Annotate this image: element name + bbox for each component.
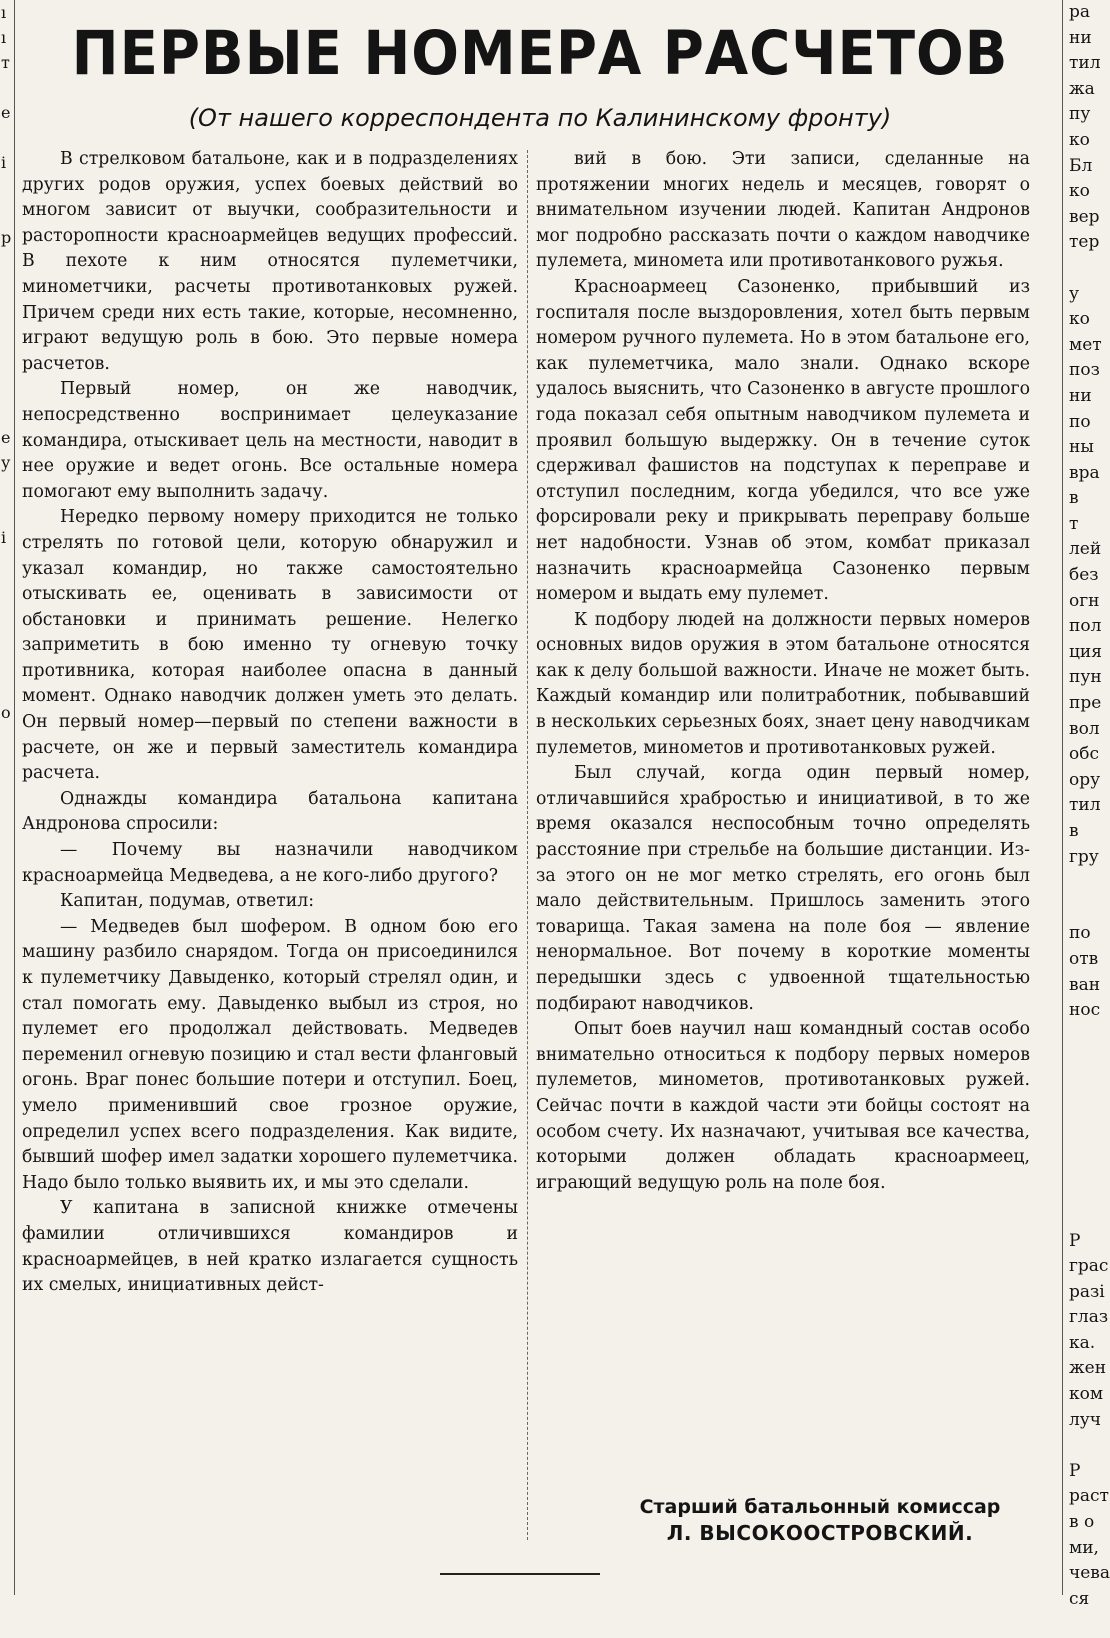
margin-fragment: по xyxy=(1069,923,1091,944)
margin-fragment xyxy=(0,500,14,525)
margin-fragment xyxy=(0,1300,14,1325)
author-rank: Старший батальонный комиссар xyxy=(639,1496,1001,1518)
margin-fragment xyxy=(0,900,14,925)
margin-fragment: вол xyxy=(1069,718,1100,739)
margin-fragment xyxy=(1063,870,1102,896)
paragraph: — Почему вы назначили наводчиком красноармейца Медведева, а не кого-либо другого? xyxy=(22,840,518,886)
article-headline: ПЕРВЫЕ НОМЕРА РАСЧЕТОВ xyxy=(71,18,1009,89)
margin-fragment: ко xyxy=(1069,309,1090,330)
margin-fragment xyxy=(0,275,14,300)
margin-fragment: луч xyxy=(1069,1409,1102,1430)
column-divider xyxy=(527,150,528,1540)
margin-fragment: тил xyxy=(1069,53,1101,74)
margin-fragment: лей xyxy=(1069,539,1102,560)
margin-fragment xyxy=(0,375,14,400)
article-column-2 xyxy=(536,147,1030,1196)
margin-fragment xyxy=(0,1225,14,1250)
margin-fragment xyxy=(0,825,14,850)
paragraph: Первый номер, он же наводчик, непосредственно воспринимает целеуказание командира, отыскивает цель на местности, наводит в нее оружие и ведет огонь. Все остальные номера помогают ему выполнить задачу. xyxy=(22,379,518,502)
margin-fragment: т xyxy=(1,53,10,72)
margin-fragment xyxy=(0,725,14,750)
margin-fragment xyxy=(0,1350,14,1375)
paragraph: В стрелковом батальоне, как и в подразделениях других родов оружия, успех боевых действий во многом зависит от выучки, сообразительности и расторопности красноармейцев ведущих профессий. В пехоте к ним относятся пулеметчики, минометчики, расчеты противотанковых ружей. Причем среди них есть такие, которые, несомненно, играют ведущую роль в бою. Это первые номера расчетов. xyxy=(22,149,518,374)
paragraph: Нередко первому номеру приходится не только стрелять по готовой цели, которую обнаружил и указал командир, но также самостоятельно отыскивать ее, оценивать в зависимости от обстановки и принимать решение. Нелегко заприметить в бою именно ту огневую точку противника, которая наиболее опасна в данный момент. Однако наводчик должен уметь это делать. Он первый номер—первый по степени важности в расчете, он же и первый заместитель командира расчета. xyxy=(22,507,518,784)
margin-fragment: пу xyxy=(1069,104,1091,125)
margin-fragment xyxy=(0,925,14,950)
margin-fragment xyxy=(0,1050,14,1075)
margin-fragment: е xyxy=(1,428,11,447)
margin-fragment xyxy=(1063,1075,1102,1101)
margin-fragment xyxy=(0,1200,14,1225)
margin-fragment xyxy=(0,1325,14,1350)
left-adjacent-column-strip xyxy=(0,0,15,1595)
margin-fragment: ция xyxy=(1069,641,1102,662)
margin-fragment: у xyxy=(1069,283,1080,304)
margin-fragment xyxy=(1063,1152,1102,1178)
margin-fragment xyxy=(0,325,14,350)
paragraph: К подбору людей на должности первых номеров основных видов оружия в этом батальоне относятся как к делу большой важности. Иначе не может быть. Каждый командир или политработник, побывавший в нескольких серьезных боях, знает цену наводчикам пулеметов, минометов и противотанковых ружей. xyxy=(536,609,1030,758)
margin-fragment: ны xyxy=(1069,437,1094,458)
paragraph: вий в бою. Эти записи, сделанные на протяжении многих недель и месяцев, говорят о внимательном изучении людей. Капитан Андронов мог подробно рассказать почти о каждом наводчике пулемета, миномета или противотанкового ружья. xyxy=(536,149,1030,272)
margin-fragment: у xyxy=(1,453,11,472)
margin-fragment xyxy=(0,875,14,900)
margin-fragment: по xyxy=(1069,411,1091,432)
margin-fragment xyxy=(0,575,14,600)
margin-fragment: ван xyxy=(1069,974,1101,995)
margin-fragment xyxy=(1063,1433,1102,1459)
margin-fragment xyxy=(0,1425,14,1450)
margin-fragment: Бл xyxy=(1069,155,1093,176)
margin-fragment: о xyxy=(1,703,11,722)
margin-fragment: в xyxy=(1069,488,1079,509)
margin-fragment: ни xyxy=(1069,385,1092,406)
margin-fragment: без xyxy=(1069,565,1099,586)
margin-fragment xyxy=(0,475,14,500)
margin-fragment: огн xyxy=(1069,590,1100,611)
paragraph: Однажды командира батальона капитана Андронова спросили: xyxy=(22,788,518,835)
margin-fragment: вер xyxy=(1069,206,1100,227)
margin-fragment: тил xyxy=(1069,795,1101,816)
paragraph: Красноармеец Сазоненко, прибывший из госпиталя после выздоровления, хотел быть первым номером ручного пулемета. Но в этом батальоне его, как пулеметчика, мало знали. Однако вскоре удалось выяснить, что Сазоненко в августе прошлого года показал себя опытным наводчиком пулемета и проявил большую выдержку. Он в течение суток сдерживал фашистов на подступах к переправе и отступил последним, когда убедился, что все уже форсировали реку и прикрывать переправу больше нет надобности. Узнав об этом, комбат приказал назначить красноармейца Сазоненко первым номером и выдать ему пулемет. xyxy=(536,276,1030,605)
margin-fragment xyxy=(0,1100,14,1125)
margin-fragment: нос xyxy=(1069,1000,1101,1021)
margin-fragment: і xyxy=(1,528,7,547)
margin-fragment: ся xyxy=(1069,1588,1090,1609)
margin-fragment: р xyxy=(1,228,12,247)
margin-fragment: ору xyxy=(1069,769,1101,790)
margin-fragment xyxy=(0,1075,14,1100)
margin-fragment xyxy=(0,675,14,700)
margin-fragment: мет xyxy=(1069,334,1102,355)
margin-fragment xyxy=(1063,896,1102,922)
margin-fragment xyxy=(0,1400,14,1425)
margin-fragment xyxy=(1063,1177,1102,1203)
margin-fragment xyxy=(0,775,14,800)
margin-fragment xyxy=(1063,256,1102,282)
margin-fragment xyxy=(0,975,14,1000)
paragraph: — Медведев был шофером. В одном бою его машину разбило снарядом. Тогда он присоединился к пулеметчику Давыденко, который стрелял один, и стал помогать ему. Давыденко выбыл из строя, но пулемет его продолжал действовать. Медведев переменил огневую позицию и стал вести фланговый огонь. Враг понес большие потери и отступил. Боец, умело применивший свое грозное оружие, определил успех всего подразделения. Как видите, бывший шофер имел задатки хорошего пулеметчика. Надо было только выявить их, и мы это сделали. xyxy=(22,916,518,1193)
margin-fragment: обс xyxy=(1069,744,1099,765)
margin-fragment: ка. xyxy=(1069,1332,1096,1353)
margin-fragment: жа xyxy=(1069,78,1095,99)
margin-fragment xyxy=(0,950,14,975)
margin-fragment xyxy=(0,75,14,100)
margin-fragment: грас xyxy=(1069,1256,1109,1277)
margin-fragment: ком xyxy=(1069,1384,1104,1405)
margin-fragment xyxy=(1063,1203,1102,1229)
margin-fragment xyxy=(0,1250,14,1275)
article-subheadline: (От нашего корреспондента по Калининскому фронту) xyxy=(188,104,892,132)
margin-fragment: е xyxy=(1,103,11,122)
margin-fragment: Р xyxy=(1069,1230,1081,1251)
paragraph: Капитан, подумав, ответил: xyxy=(60,891,315,912)
margin-fragment xyxy=(0,1175,14,1200)
margin-fragment xyxy=(0,550,14,575)
margin-fragment xyxy=(0,350,14,375)
margin-fragment: пре xyxy=(1069,693,1102,714)
margin-fragment: глаз xyxy=(1069,1307,1109,1328)
margin-fragment xyxy=(0,1375,14,1400)
margin-fragment xyxy=(1063,1612,1102,1638)
margin-fragment xyxy=(0,650,14,675)
margin-fragment xyxy=(0,625,14,650)
margin-fragment: в xyxy=(1069,821,1079,841)
margin-fragment: ı xyxy=(1,28,7,47)
margin-fragment: ко xyxy=(1069,129,1090,150)
margin-fragment: ко xyxy=(1069,181,1090,202)
margin-fragment xyxy=(0,200,14,225)
margin-fragment: раст xyxy=(1069,1486,1109,1507)
margin-fragment xyxy=(0,1000,14,1025)
margin-fragment: разі xyxy=(1069,1281,1105,1302)
margin-fragment: вра xyxy=(1069,462,1100,483)
margin-fragment: і xyxy=(1,153,7,172)
author-name: Л. ВЫСОКООСТРОВСКИЙ. xyxy=(666,1521,974,1545)
margin-fragment xyxy=(0,1025,14,1050)
margin-fragment: ра xyxy=(1069,2,1091,22)
margin-fragment: пун xyxy=(1069,667,1102,688)
margin-fragment xyxy=(0,1150,14,1175)
margin-fragment xyxy=(0,300,14,325)
margin-fragment xyxy=(1063,1049,1102,1075)
bottom-rule xyxy=(440,1573,600,1575)
paragraph: У капитана в записной книжке отмечены фамилии отличившихся командиров и красноармейцев, в ней кратко излагается сущность их смелых, инициативных дейст- xyxy=(22,1198,518,1296)
right-adjacent-column-strip xyxy=(1062,0,1110,1609)
margin-fragment xyxy=(0,175,14,200)
margin-fragment xyxy=(1063,1126,1102,1152)
margin-fragment xyxy=(0,400,14,425)
margin-fragment: ми, xyxy=(1069,1537,1099,1558)
margin-fragment: ı xyxy=(1,3,7,22)
margin-fragment: отв xyxy=(1069,948,1099,969)
margin-fragment: в о xyxy=(1069,1512,1095,1533)
article-column-1 xyxy=(22,147,518,1299)
margin-fragment: жен xyxy=(1069,1358,1107,1379)
margin-fragment xyxy=(0,125,14,150)
margin-fragment: гру xyxy=(1069,846,1099,867)
margin-fragment: чева xyxy=(1069,1563,1110,1584)
margin-fragment xyxy=(1063,1101,1102,1127)
margin-fragment xyxy=(0,1125,14,1150)
margin-fragment: тер xyxy=(1069,232,1100,253)
margin-fragment xyxy=(0,850,14,875)
margin-fragment xyxy=(0,250,14,275)
margin-fragment xyxy=(0,800,14,825)
margin-fragment: т xyxy=(1069,513,1079,534)
paragraph: Был случай, когда один первый номер, отличавшийся храбростью и инициативой, в то же время оказался неспособным точно определять расстояние при стрельбе на большие дистанции. Из-за этого он не мог метко стрелять, его огонь был мало действительным. Пришлось заменить этого товарища. Такая замена на поле боя — явление ненормальное. Вот почему в короткие моменты передышки здесь с удвоенной тщательностью подбирают наводчиков. xyxy=(536,763,1030,1014)
margin-fragment xyxy=(0,750,14,775)
margin-fragment: ни xyxy=(1069,27,1092,48)
margin-fragment xyxy=(1063,1024,1102,1050)
margin-fragment xyxy=(0,600,14,625)
margin-fragment: Р xyxy=(1069,1460,1081,1481)
margin-fragment xyxy=(0,1275,14,1300)
paragraph: Опыт боев научил наш командный состав особо внимательно относиться к подбору первых номеров пулеметов, минометов, противотанковых ружей. Сейчас почти в каждой части эти бойцы состоят на особом счету. Их назначают, учитывая все качества, которыми должен обладать красноармеец, играющий ведущую роль на поле боя. xyxy=(536,1019,1030,1193)
margin-fragment: пол xyxy=(1069,616,1102,637)
margin-fragment: поз xyxy=(1069,360,1100,381)
